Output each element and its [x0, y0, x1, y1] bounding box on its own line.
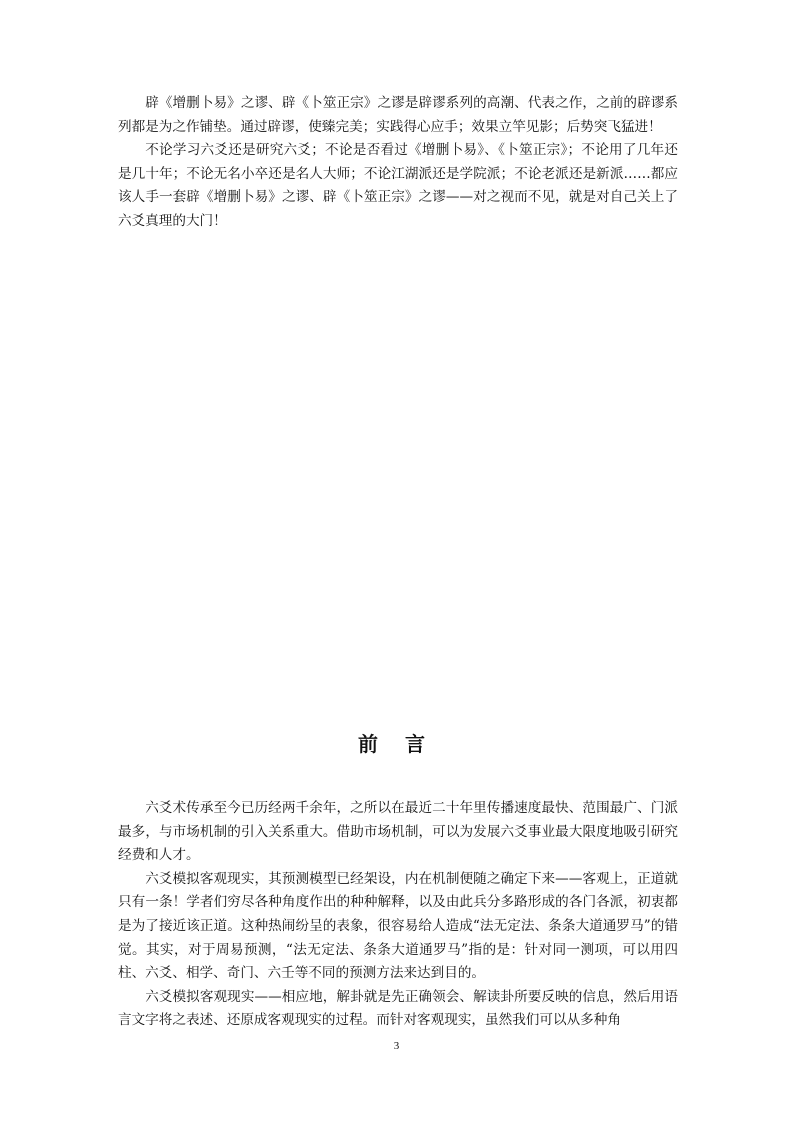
- paragraph: 辟《增删卜易》之谬、辟《卜筮正宗》之谬是辟谬系列的高潮、代表之作，之前的辟谬系列都是为之作铺垫。通过辟谬，使臻完美；实践得心应手；效果立竿见影；后势突飞猛进！: [118, 95, 678, 135]
- paragraph: 六爻模拟客观现实——相应地，解卦就是先正确领会、解读卦所要反映的信息，然后用语言文字将之表述、还原成客观现实的过程。而针对客观现实，虽然我们可以从多种角: [118, 988, 678, 1029]
- paragraph: 六爻模拟客观现实，其预测模型已经架设，内在机制便随之确定下来——客观上，正道就只有一条！学者们穷尽各种角度作出的种种解释，以及由此兵分多路形成的各门各派，初衷都是为了接近该正道。这种热闹纷呈的表象，很容易给人造成“法无定法、条条大道通罗马”的错觉。其实，对于周易预测，“法无定法、条条大道通罗马”指的是：针对同一测项，可以用四柱、六爻、相学、奇门、六壬等不同的预测方法来达到目的。: [118, 870, 678, 982]
- paragraph: 不论学习六爻还是研究六爻；不论是否看过《增删卜易》、《卜筮正宗》；不论用了几年还是几十年；不论无名小卒还是名人大师；不论江湖派还是学院派；不论老派还是新派……都应该人手一套辟《增删卜易》之谬、辟《卜筮正宗》之谬——对之视而不见，就是对自己关上了六爻真理的大门！: [118, 142, 678, 229]
- page-number: 3: [393, 1040, 400, 1052]
- top-text-section: [118, 92, 678, 234]
- paragraph: 六爻术传承至今已历经两千余年，之所以在最近二十年里传播速度最快、范围最广、门派最多，与市场机制的引入关系重大。借助市场机制，可以为发展六爻事业最大限度地吸引研究经费和人才。: [118, 800, 678, 864]
- preface-body: [118, 797, 678, 1033]
- preface-title: 前 言: [358, 732, 435, 756]
